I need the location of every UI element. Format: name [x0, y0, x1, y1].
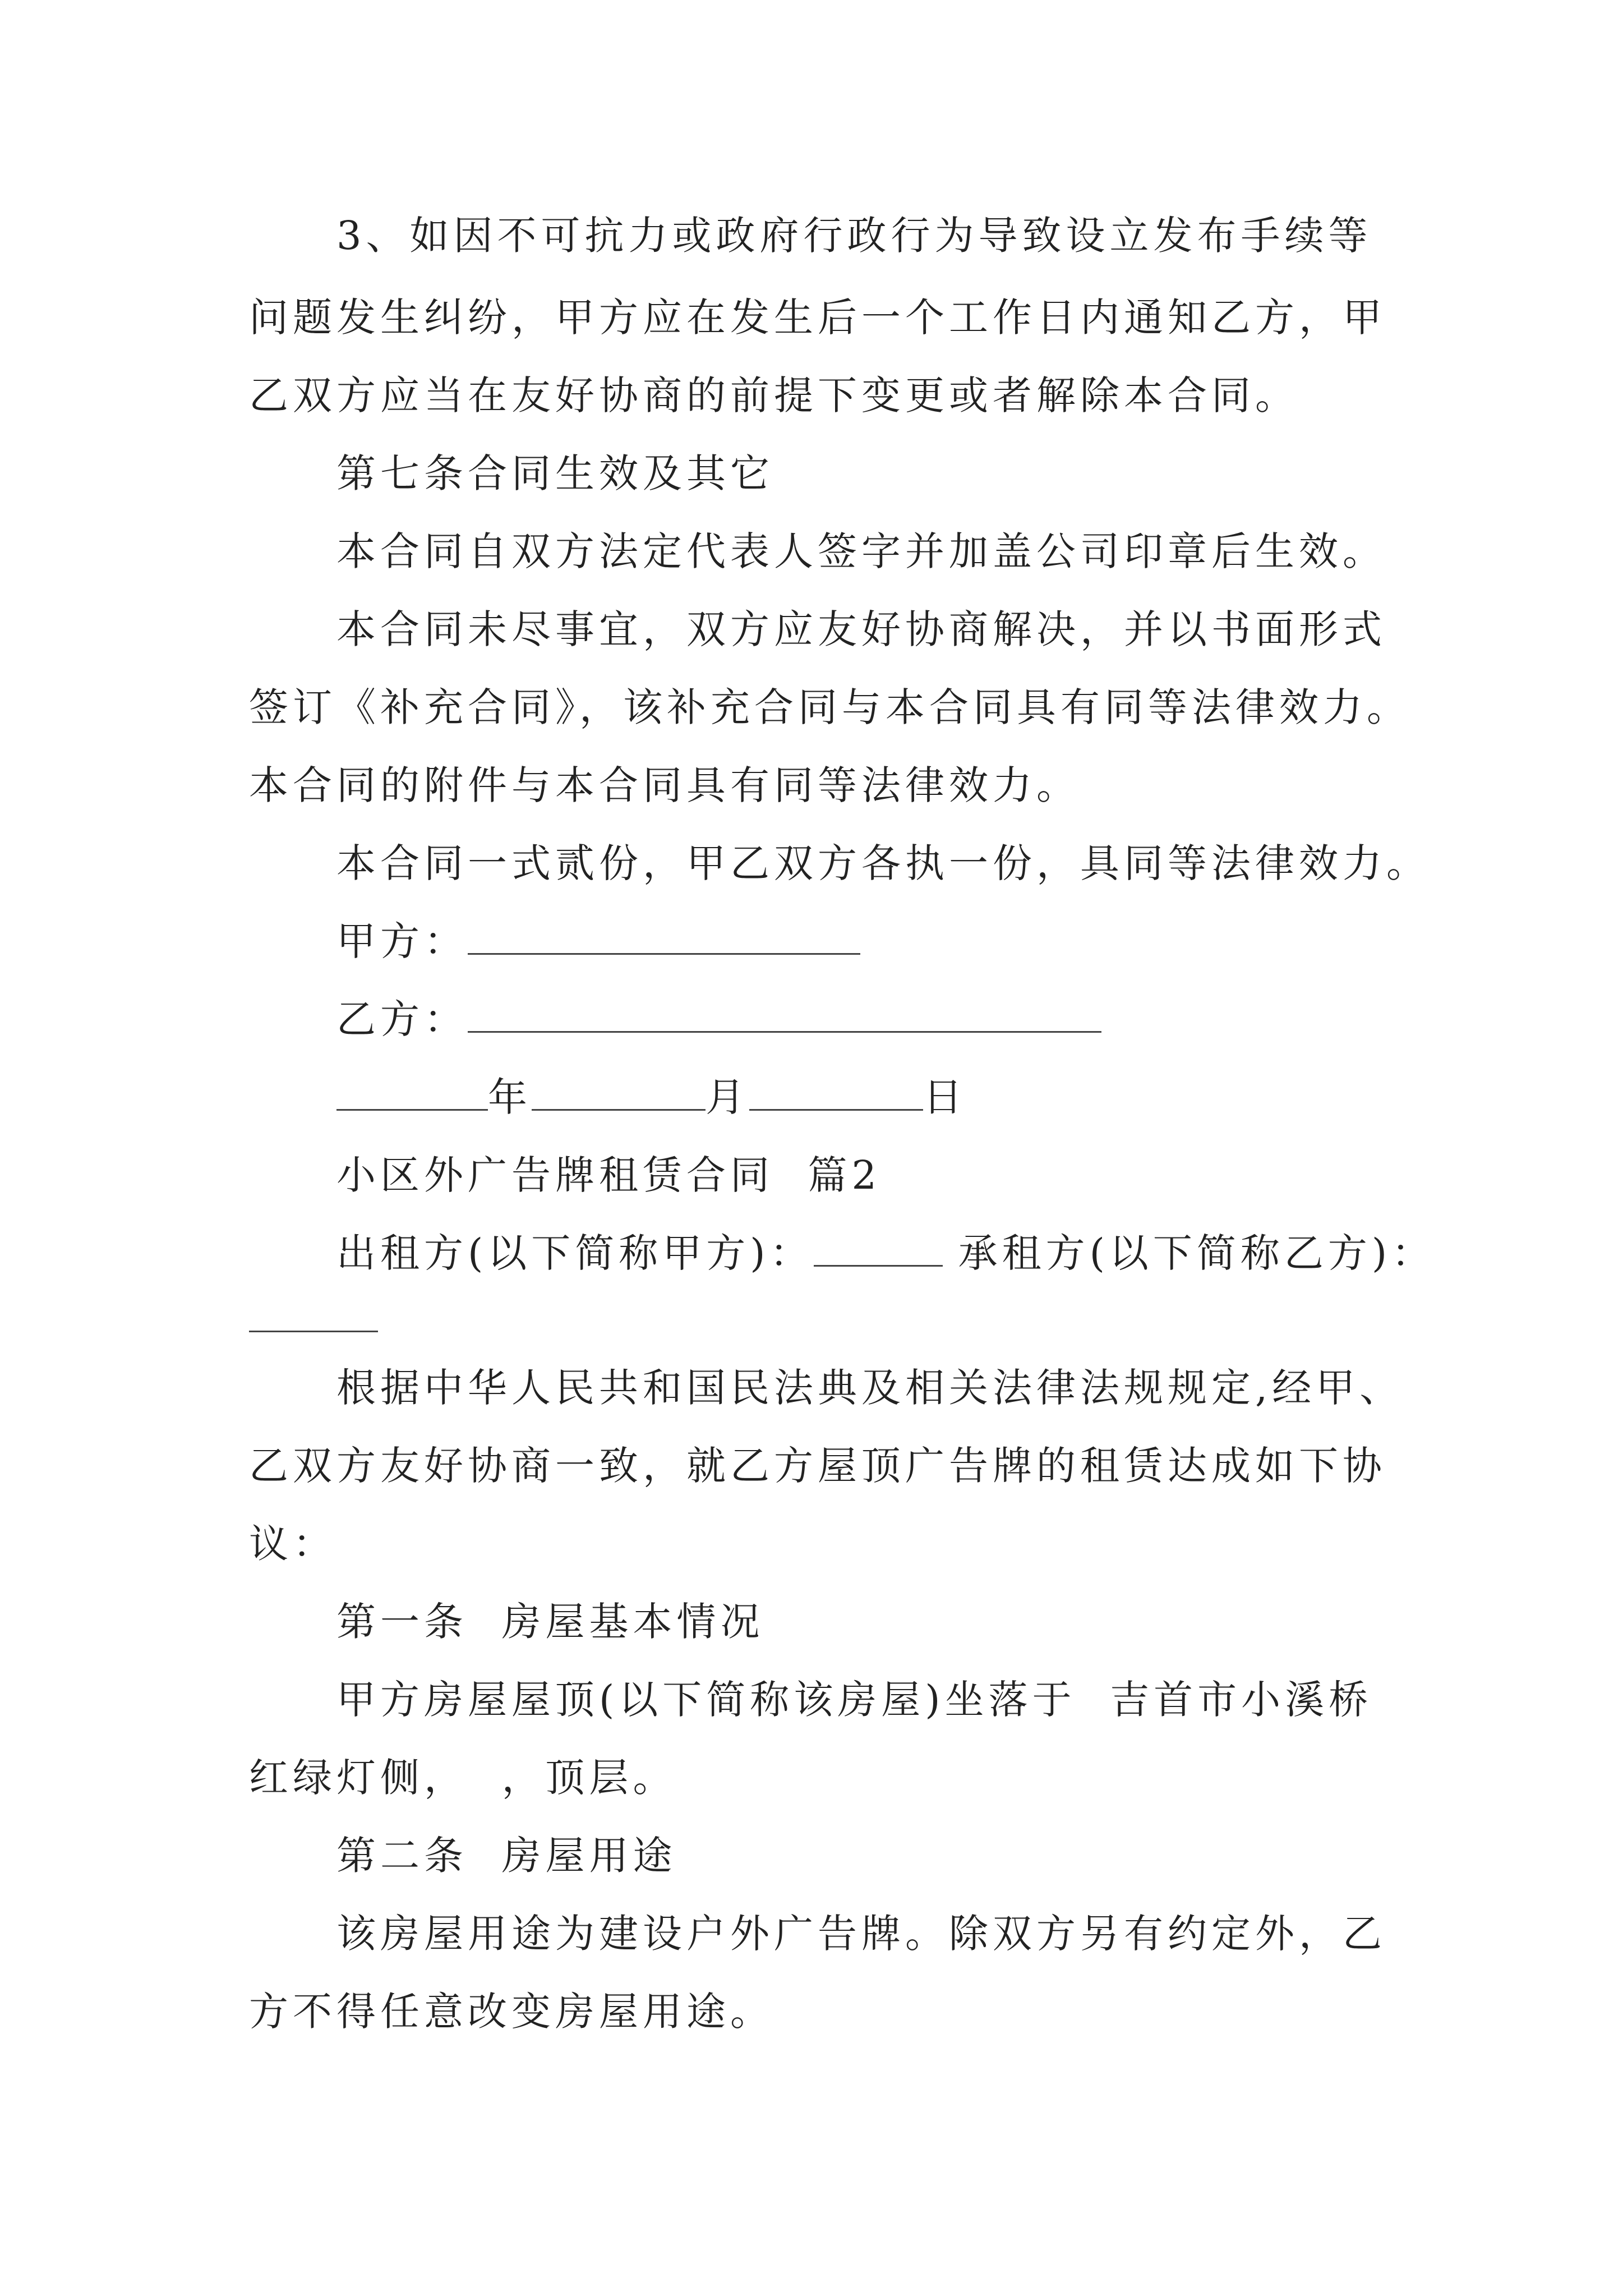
- party-a-blank: [468, 918, 860, 955]
- lessor-blank: [814, 1230, 943, 1267]
- lessee-blank: [249, 1331, 378, 1332]
- text-line: 3、如因不可抗力或政府行政行为导致设立发布手续等: [336, 213, 1372, 259]
- text-line: 根据中华人民共和国民法典及相关法律法规规定,经甲、: [336, 1365, 1404, 1411]
- party-b-signature: [336, 994, 1402, 1045]
- article-heading: 第二条 房屋用途: [336, 1833, 677, 1879]
- text-line: 问题发生纠纷，甲方应在发生后一个工作日内通知乙方，甲: [249, 295, 1386, 341]
- day-label: 日: [923, 1074, 967, 1120]
- party-b-label: 乙方：: [336, 996, 468, 1042]
- year-label: 年: [488, 1074, 532, 1120]
- text-line: 议：: [249, 1521, 336, 1567]
- text-line: 本合同自双方法定代表人签字并加盖公司印章后生效。: [336, 528, 1386, 574]
- month-label: 月: [706, 1074, 749, 1120]
- day-blank: [749, 1074, 923, 1111]
- lessor-label: 出租方(以下简称甲方)：: [336, 1230, 814, 1276]
- text-line: 方不得任意改变房屋用途。: [249, 1989, 774, 2035]
- lessee-label: 承租方(以下简称乙方)：: [958, 1230, 1436, 1276]
- year-blank: [336, 1074, 488, 1111]
- date-line: [336, 1072, 1402, 1122]
- text-line: 本合同一式贰份，甲乙双方各执一份，具同等法律效力。: [336, 840, 1430, 886]
- article-heading: 第一条 房屋基本情况: [336, 1599, 764, 1645]
- article-heading: 第七条合同生效及其它: [336, 450, 774, 496]
- text-line: 本合同的附件与本合同具有同等法律效力。: [249, 762, 1080, 808]
- text-line: 该房屋用途为建设户外广告牌。除双方另有约定外，乙: [336, 1911, 1386, 1957]
- party-a-signature: [336, 916, 1402, 967]
- text-line: 红绿灯侧， ，顶层。: [249, 1755, 677, 1801]
- text-line: 甲方房屋屋顶(以下简称该房屋)坐落于 吉首市小溪桥: [336, 1677, 1373, 1723]
- month-blank: [532, 1074, 706, 1111]
- section-title: 小区外广告牌租赁合同 篇2: [336, 1152, 882, 1198]
- text-line: 乙双方友好协商一致，就乙方屋顶广告牌的租赁达成如下协: [249, 1443, 1386, 1489]
- parties-line: [336, 1228, 1436, 1278]
- party-b-blank: [468, 996, 1101, 1033]
- text-line: 签订《补充合同》，该补充合同与本合同具有同等法律效力。: [249, 684, 1410, 730]
- text-line: 乙双方应当在友好协商的前提下变更或者解除本合同。: [249, 372, 1299, 418]
- text-line: 本合同未尽事宜，双方应友好协商解决，并以书面形式: [336, 606, 1386, 652]
- party-a-label: 甲方：: [336, 918, 468, 964]
